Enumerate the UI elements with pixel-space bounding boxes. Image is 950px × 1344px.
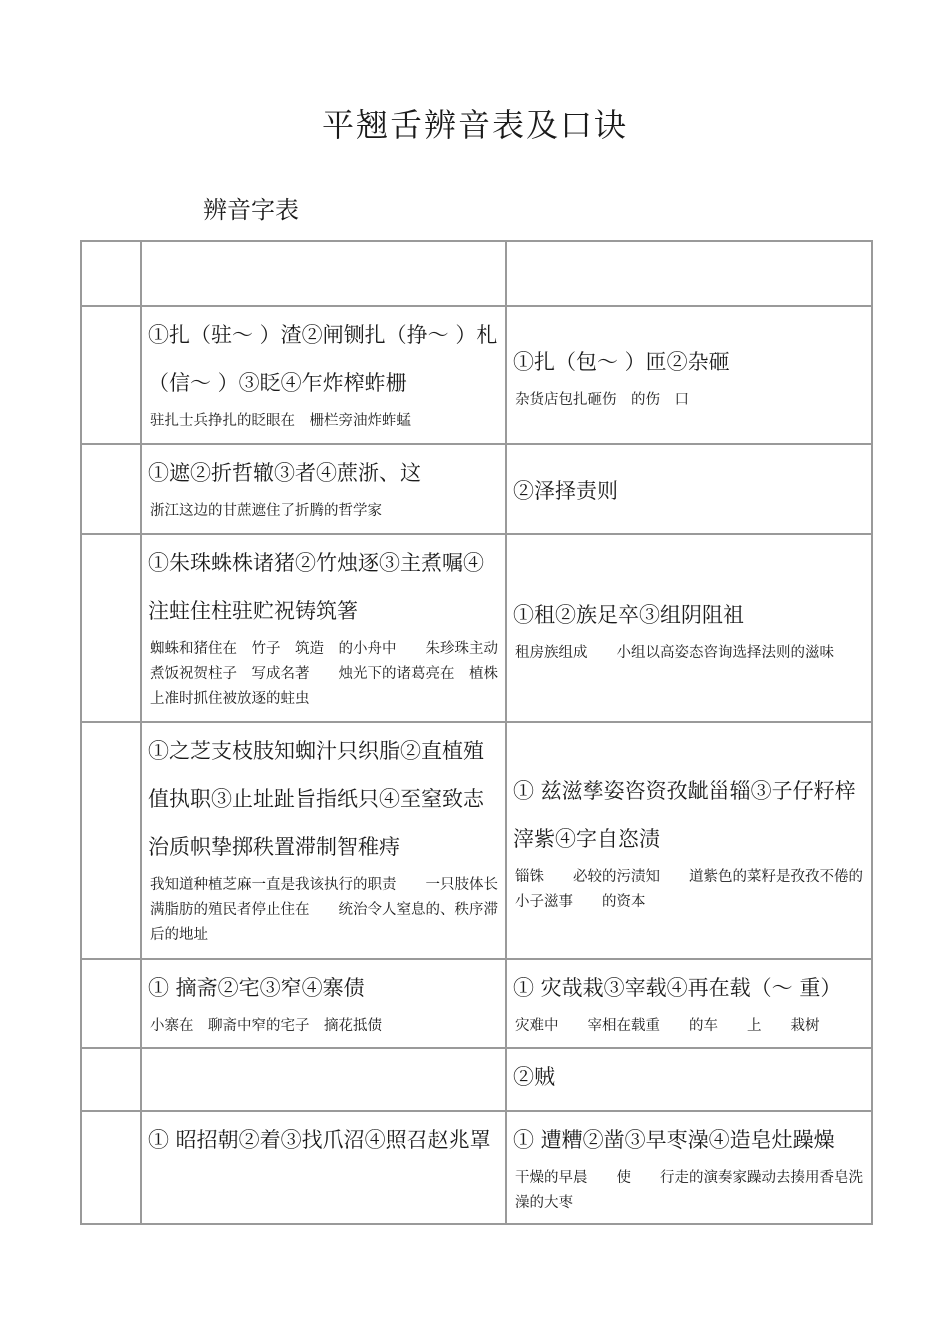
flat-cell: [506, 534, 872, 722]
table-row: [81, 1111, 872, 1224]
table-row: [81, 959, 872, 1048]
retroflex-mnemonic: 驻扎士兵挣扎的眨眼在 栅栏旁油炸蚱蜢: [150, 413, 411, 429]
flat-chars: ②泽择责则: [513, 479, 618, 503]
flat-mnemonic: 杂货店包扎砸伤 的伤 口: [515, 391, 689, 408]
flat-chars: ① 兹滋孳姿咨资孜龇甾辎③子仔籽梓滓紫④字自恣渍: [513, 778, 856, 851]
retroflex-chars: ① 昭招朝②着③找爪沼④照召赵兆罩: [148, 1128, 491, 1152]
retroflex-cell: [141, 534, 506, 722]
retroflex-mnemonic: 浙江这边的甘蔗遮住了折腾的哲学家: [150, 503, 382, 519]
retroflex-cell: [141, 241, 506, 306]
table-row: [81, 306, 872, 444]
table-row: [81, 241, 872, 306]
retroflex-chars: ①之芝支枝肢知蜘汁只织脂②直植殖值执职③止址趾旨指纸只④至窒致志治质帜挚掷秩置滞制智稚痔: [148, 739, 484, 859]
retroflex-cell: [141, 306, 506, 444]
flat-cell: [506, 444, 872, 534]
flat-cell: [506, 722, 872, 959]
table-subtitle: 辨音字表: [203, 196, 299, 224]
retroflex-chars: ①朱珠蛛株诸猪②竹烛逐③主煮嘱④注蛀住柱驻贮祝铸筑箸: [148, 551, 484, 623]
retroflex-cell: [141, 1111, 506, 1224]
flat-chars: ①扎（包～ ）匝②杂砸: [513, 349, 730, 374]
flat-chars: ① 遭糟②凿③早枣澡④造皂灶躁燥: [513, 1128, 835, 1152]
row-index-cell: [81, 959, 141, 1048]
retroflex-mnemonic: 蜘蛛和猪住在 竹子 筑造 的小舟中 朱珍珠主动煮饭祝贺柱子 写成名著 烛光下的诸葛亮在 植株上准时抓住被放逐的蛀虫: [150, 641, 498, 707]
retroflex-cell: [141, 959, 506, 1048]
retroflex-mnemonic: 小寨在 聊斋中窄的宅子 摘花抵债: [150, 1018, 382, 1034]
retroflex-cell: [141, 444, 506, 534]
pronunciation-table: [80, 240, 873, 1225]
flat-mnemonic: 锱铢 必较的污渍知 道紫色的菜籽是孜孜不倦的小子滋事 的资本: [515, 868, 863, 910]
flat-cell: [506, 959, 872, 1048]
retroflex-chars: ①遮②折哲辙③者④蔗浙、这: [148, 461, 421, 485]
table-row: [81, 722, 872, 959]
flat-chars: ①租②族足卒③组阴阻祖: [513, 602, 744, 627]
flat-cell: [506, 1111, 872, 1224]
row-index-cell: [81, 534, 141, 722]
flat-chars: ②贼: [513, 1065, 555, 1089]
table-row: [81, 1048, 872, 1111]
table-row: [81, 444, 872, 534]
flat-mnemonic: 干燥的早晨 使 行走的演奏家躁动去揍用香皂洗澡的大枣: [515, 1170, 863, 1211]
flat-mnemonic: 灾难中 宰相在载重 的车 上 栽树: [515, 1018, 820, 1034]
row-index-cell: [81, 444, 141, 534]
flat-cell: [506, 1048, 872, 1111]
flat-cell: [506, 306, 872, 444]
retroflex-mnemonic: 我知道种植芝麻一直是我该执行的职责 一只肢体长满脂肪的殖民者停止住在 统治令人窒息的、秩序滞后的地址: [150, 877, 498, 943]
retroflex-cell: [141, 1048, 506, 1111]
row-index-cell: [81, 241, 141, 306]
retroflex-chars: ① 摘斋②宅③窄④寨债: [148, 976, 365, 1000]
retroflex-cell: [141, 722, 506, 959]
row-index-cell: [81, 306, 141, 444]
row-index-cell: [81, 1111, 141, 1224]
retroflex-chars: ①扎（驻～ ）渣②闸铡扎（挣～ ）札（信～ ）③眨④乍炸榨蚱栅: [148, 323, 498, 395]
row-index-cell: [81, 722, 141, 959]
flat-mnemonic: 租房族组成 小组以高姿态咨询选择法则的滋味: [515, 644, 834, 661]
flat-cell: [506, 241, 872, 306]
page-title: 平翘舌辨音表及口诀: [321, 106, 628, 144]
table-row: [81, 534, 872, 722]
flat-chars: ① 灾哉栽③宰载④再在载（～ 重）: [513, 976, 842, 1000]
row-index-cell: [81, 1048, 141, 1111]
